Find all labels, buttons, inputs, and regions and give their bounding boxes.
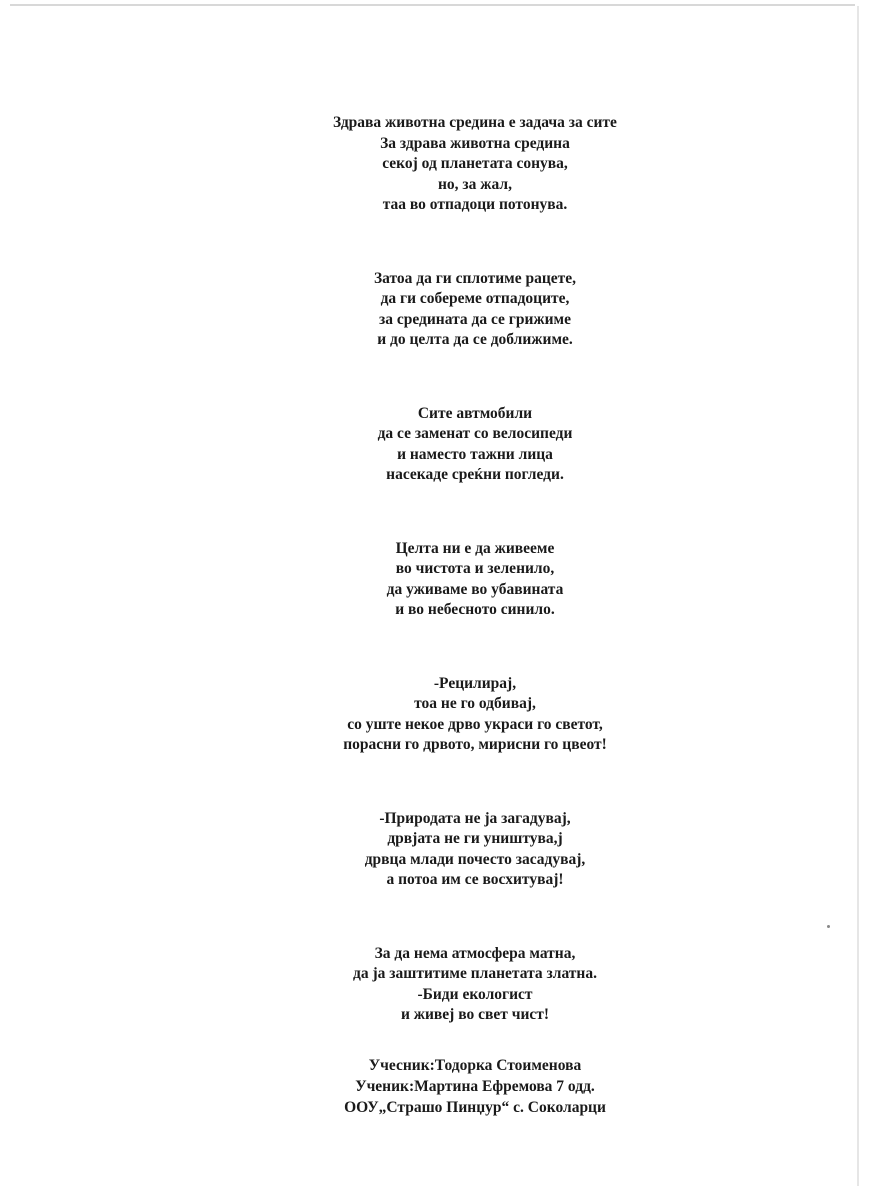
stanza-1 bbox=[230, 113, 720, 216]
poem-line: За да нема атмосфера матна, bbox=[374, 944, 576, 962]
poem-line: Целта ни е да живееме bbox=[395, 539, 555, 557]
credits bbox=[230, 1055, 720, 1118]
poem-line: порасни го дрвото, мирисни го цвеот! bbox=[343, 736, 607, 753]
poem-line: насекаде среќни погледи. bbox=[386, 466, 564, 483]
scan-edge-right bbox=[857, 6, 859, 1186]
stanza-3 bbox=[230, 404, 720, 486]
poem-line: да уживаме во убавината bbox=[386, 580, 564, 598]
credit-school: ООУ„Страшо Пинџур“ с. Соколарци bbox=[344, 1098, 606, 1116]
scan-speck bbox=[827, 925, 830, 928]
credit-mentor: Учесник:Тодорка Стоименова bbox=[368, 1056, 582, 1074]
poem-line: За здрава животна средина bbox=[380, 134, 570, 152]
poem-line: Затоа да ги сплотиме рацете, bbox=[373, 269, 577, 287]
poem-line: Сите автмобили bbox=[417, 404, 533, 422]
poem-line: и наместо тажни лица bbox=[397, 445, 553, 463]
poem-line: и во небесното синило. bbox=[395, 601, 555, 618]
poem-line: во чистота и зеленило, bbox=[395, 560, 555, 577]
poem-line: Здрава животна средина е задача за сите bbox=[333, 114, 617, 131]
poem-line: да ја заштитиме планетата златна. bbox=[353, 965, 597, 982]
stanza-2 bbox=[230, 269, 720, 351]
poem-line: и до целта да се доближиме. bbox=[377, 331, 573, 348]
stanza-7 bbox=[230, 944, 720, 1026]
poem-line: а потоа им се восхитувај! bbox=[386, 871, 564, 888]
poem-line: дрвца млади почесто засадувај, bbox=[364, 850, 586, 868]
poem-line: -Биди екологист bbox=[417, 985, 533, 1003]
poem-line: тоа не го одбивај, bbox=[414, 695, 536, 712]
poem-line: таа во отпадоци потонува. bbox=[382, 196, 568, 213]
poem-line: но, за жал, bbox=[438, 175, 512, 193]
poem-line: и живеј во свет чист! bbox=[400, 1006, 550, 1023]
scan-edge-top bbox=[10, 4, 855, 6]
poem-line: дрвјата не ги уништува,ј bbox=[387, 830, 563, 847]
stanza-6 bbox=[230, 809, 720, 891]
poem-line: да се заменат со велосипеди bbox=[377, 425, 573, 442]
stanza-4 bbox=[230, 539, 720, 621]
poem-line: да ги собереме отпадоците, bbox=[380, 290, 570, 307]
poem-line: -Природата не ја загадувај, bbox=[379, 809, 571, 827]
poem-line: секој од планетата сонува, bbox=[382, 155, 568, 172]
poem-line: за средината да се грижиме bbox=[379, 310, 571, 328]
poem bbox=[230, 113, 720, 1171]
stanza-5 bbox=[230, 674, 720, 756]
poem-line: со уште некое дрво украси го светот, bbox=[347, 715, 603, 733]
credit-student: Ученик:Мартина Ефремова 7 одд. bbox=[355, 1077, 595, 1095]
poem-line: -Рецилирај, bbox=[433, 674, 517, 692]
